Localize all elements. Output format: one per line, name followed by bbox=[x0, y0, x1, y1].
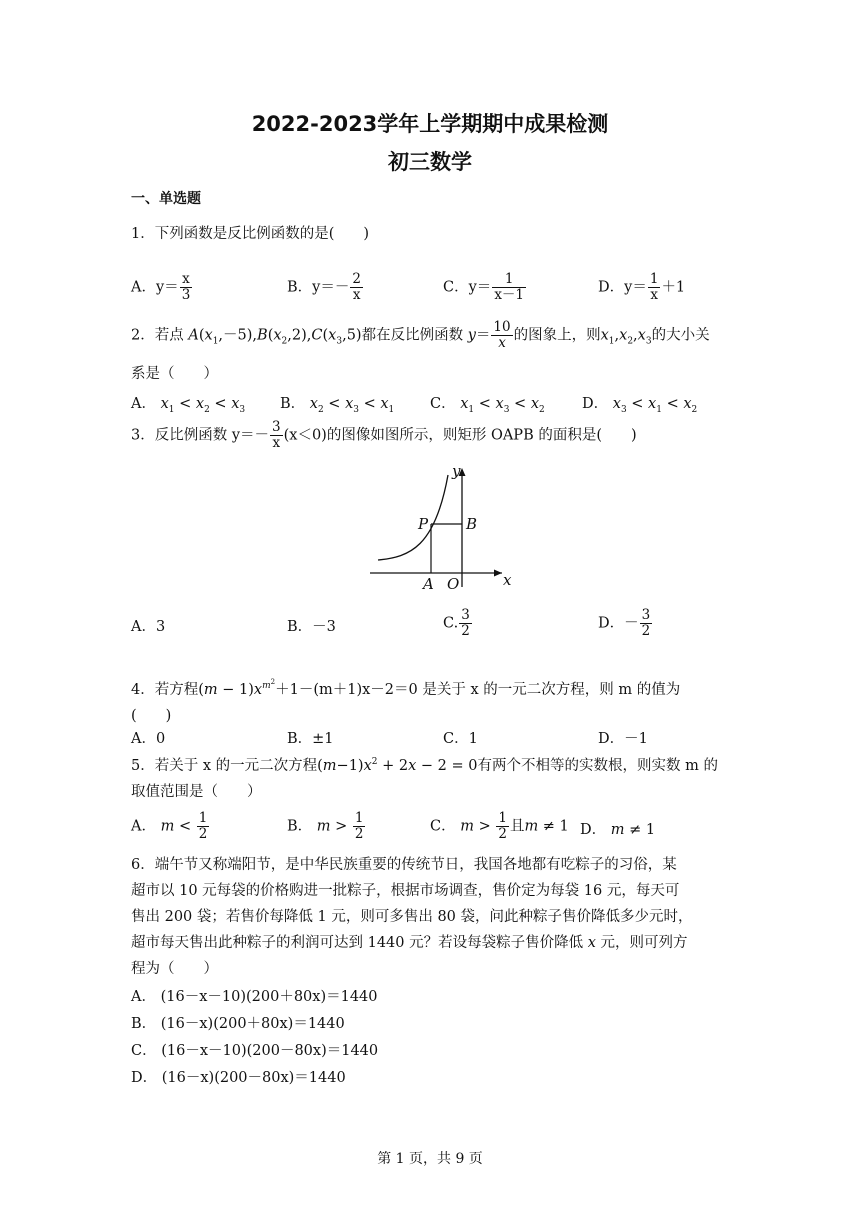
hyperbola-curve bbox=[378, 475, 448, 560]
q6-line-2: 超市以 10 元每袋的价格购进一批粽子，根据市场调查，售价定为每袋 16 元，每天可 bbox=[131, 883, 680, 899]
q4-option-b: B．±1 bbox=[287, 731, 334, 747]
exam-title: 2022-2023学年上学期期中成果检测 bbox=[251, 112, 609, 136]
q2-option-c: C． $x_1 < x_3 < x_2$ bbox=[430, 396, 545, 415]
q5-stem: 5．若关于 x 的一元二次方程$(m-1)x^2 + 2x - 2 = 0$有两个不相等的实数根，则实数 m 的 bbox=[131, 757, 718, 774]
q4-stem-line2: ( ) bbox=[131, 708, 172, 724]
label-o: O bbox=[447, 575, 460, 592]
q6-line-3: 售出 200 袋；若售价每降低 1 元，则可多售出 80 袋，问此种粽子售价降低多少元时， bbox=[131, 909, 693, 925]
q6-line-1: 6．端午节又称端阳节，是中华民族重要的传统节日，我国各地都有吃粽子的习俗，某 bbox=[131, 857, 677, 873]
label-x: x bbox=[503, 571, 512, 589]
q5-option-b: B． m > $\frac{1}{2}$ bbox=[287, 810, 364, 842]
q2-option-d: D． $x_3 < x_1 < x_2$ bbox=[582, 396, 698, 415]
q1-option-b: B．y＝－ $\frac{2}{x}$ bbox=[287, 271, 361, 303]
section-heading: 一、单选题 bbox=[131, 191, 201, 207]
q6-option-a: A． (16－x－10)(200＋80x)＝1440 bbox=[131, 989, 378, 1005]
q4-stem: 4．若方程$(m - 1)x^{m^2}+1-(m+1)x-2=0$ 是关于 x 的一元二次方程，则 m 的值为 bbox=[131, 678, 681, 698]
q3-option-b: B．－3 bbox=[287, 619, 336, 635]
q3-figure bbox=[360, 462, 520, 592]
q4-option-c: C．1 bbox=[443, 731, 478, 747]
q5-option-c: C． m > $\frac{1}{2}$ 且m ≠ 1 bbox=[430, 810, 569, 842]
label-y: y bbox=[452, 462, 461, 480]
label-b: B bbox=[466, 515, 478, 533]
q3-option-a: A．3 bbox=[131, 619, 166, 635]
q6-line-4: 超市每天售出此种粽子的利润可达到 1440 元？若设每袋粽子售价降低 x 元，则可列方 bbox=[131, 935, 688, 951]
q3-stem: 3．反比例函数 y＝－ $\frac{3}{x}$ (x＜0)的图像如图所示，则矩形 OAPB 的面积是( ) bbox=[131, 419, 637, 451]
q5-option-d: D． m ≠ 1 bbox=[580, 822, 656, 838]
q3-option-d: D．－ $\frac{3}{2}$ bbox=[598, 607, 651, 639]
q4-option-a: A．0 bbox=[131, 731, 166, 747]
q1-option-c: C．y＝ $\frac{1}{x-1}$ bbox=[443, 271, 525, 303]
q2-option-a: A． $x_1 < x_2 < x_3$ bbox=[131, 396, 246, 415]
q5-option-a: A． m < $\frac{1}{2}$ bbox=[131, 810, 208, 842]
q1-option-a: A．y＝ $\frac{x}{3}$ bbox=[131, 271, 191, 303]
q1-option-d: D．y＝ $\frac{1}{x}$ ＋1 bbox=[598, 271, 686, 303]
exam-subtitle: 初三数学 bbox=[388, 150, 472, 174]
q6-option-b: B． (16－x)(200＋80x)＝1440 bbox=[131, 1016, 345, 1032]
q2-stem-line2: 系是（ ） bbox=[131, 366, 218, 382]
q6-line-5: 程为（ ） bbox=[131, 961, 218, 977]
q6-option-d: D． (16－x)(200－80x)＝1440 bbox=[131, 1070, 346, 1086]
q6-option-c: C． (16－x－10)(200－80x)＝1440 bbox=[131, 1043, 379, 1059]
q3-option-c: C. $\frac{3}{2}$ bbox=[443, 607, 470, 639]
q4-option-d: D．－1 bbox=[598, 731, 648, 747]
label-a: A bbox=[423, 575, 434, 592]
page-footer: 第 1 页，共 9 页 bbox=[377, 1151, 483, 1167]
q1-stem: 1．下列函数是反比例函数的是( ) bbox=[131, 226, 370, 242]
label-p: P bbox=[418, 515, 429, 533]
x-axis-arrow bbox=[494, 570, 502, 577]
q5-stem-line2: 取值范围是（ ） bbox=[131, 784, 262, 800]
q2-option-b: B． $x_2 < x_3 < x_1$ bbox=[280, 396, 395, 415]
q2-stem-line1: 2．若点 $A(x_1,-5),B(x_2,2),C(x_3,5)$都在反比例函数 y＝ $\frac{10}{x}$ 的图象上，则$x_1,x_2,x_3$的大小关 bbox=[131, 319, 710, 351]
